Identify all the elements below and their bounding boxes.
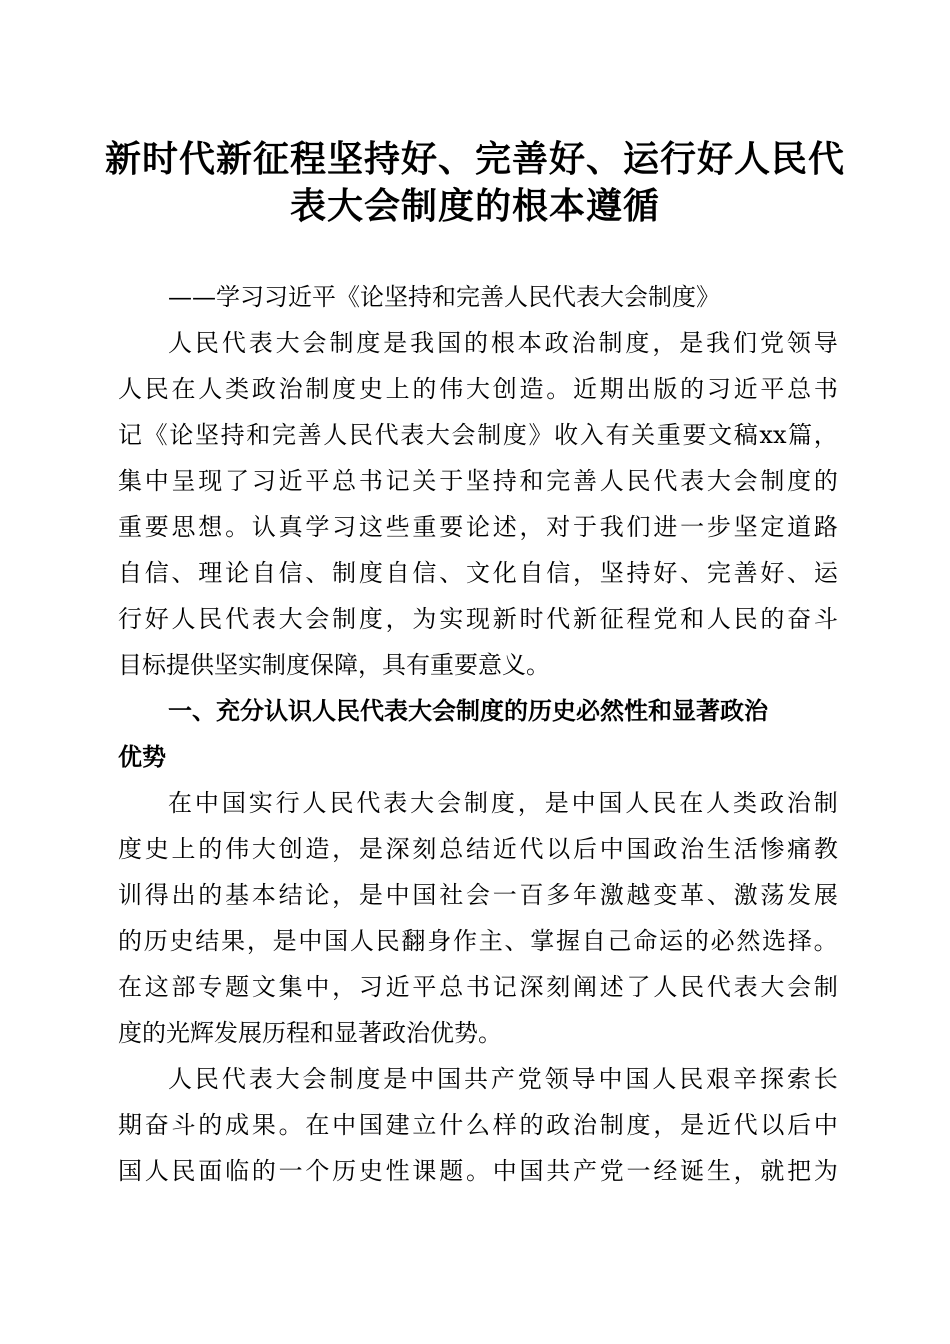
paragraph-2-line: 训 得 出 的 基 本 结 论 ， 是 中 国 社 会 一 百 多 年 激 越 变 革 、 激 荡 发 展 [118,881,838,909]
paragraph-2-line: 的 历 史 结 果 ， 是 中 国 人 民 翻 身 作 主 、 掌 握 自 己 命 运 的 必 然 选 择 。 [118,927,838,955]
paragraph-3-line: 人 民 代 表 大 会 制 度 是 中 国 共 产 党 领 导 中 国 人 民 艰 辛 探 索 长 [168,1065,838,1093]
subtitle: ——学习习近平《论坚持和完善人民代表大会制度》 [168,283,720,311]
paragraph-1-line: 行 好 人 民 代 表 大 会 制 度 ， 为 实 现 新 时 代 新 征 程 党 和 人 民 的 奋 斗 [118,605,838,633]
paragraph-2-line: 在 这 部 专 题 文 集 中 ， 习 近 平 总 书 记 深 刻 阐 述 了 人 民 代 表 大 会 制 [118,973,838,1001]
paragraph-1-line: 人 民 代 表 大 会 制 度 是 我 国 的 根 本 政 治 制 度 ， 是 我 们 党 领 导 [168,329,838,357]
paragraph-1-line: 集 中 呈 现 了 习 近 平 总 书 记 关 于 坚 持 和 完 善 人 民 代 表 大 会 制 度 的 [118,467,838,495]
paragraph-1-line: 人 民 在 人 类 政 治 制 度 史 上 的 伟 大 创 造 。 近 期 出 版 的 习 近 平 总 书 [118,375,838,403]
paragraph-2-line: 度的光辉发展历程和显著政治优势。 [118,1019,502,1047]
paragraph-1-line: 记 《 论 坚 持 和 完 善 人 民 代 表 大 会 制 度 》 收 入 有 关 重 要 文 稿 xx 篇 ， [118,421,838,449]
document-title-line-1: 新时代新征程坚持好、完善好、运行好人民代 [104,138,845,180]
paragraph-2-line: 在 中 国 实 行 人 民 代 表 大 会 制 度 ， 是 中 国 人 民 在 人 类 政 治 制 [168,789,838,817]
paragraph-2-line: 度 史 上 的 伟 大 创 造 ， 是 深 刻 总 结 近 代 以 后 中 国 政 治 生 活 惨 痛 教 [118,835,838,863]
paragraph-3-line: 期 奋 斗 的 成 果 。 在 中 国 建 立 什 么 样 的 政 治 制 度 ， 是 近 代 以 后 中 [118,1111,838,1139]
section-heading-line: 一、充分认识人民代表大会制度的历史必然性和显著政治 [168,697,768,725]
paragraph-1-line: 目标提供坚实制度保障，具有重要意义。 [118,651,550,679]
document-title-line-2: 表大会制度的根本遵循 [289,185,660,227]
paragraph-1-line: 重 要 思 想 。 认 真 学 习 这 些 重 要 论 述 ， 对 于 我 们 进 一 步 坚 定 道 路 [118,513,838,541]
section-heading-line: 优势 [118,743,166,771]
paragraph-3-line: 国 人 民 面 临 的 一 个 历 史 性 课 题 。 中 国 共 产 党 一 经 诞 生 ， 就 把 为 [118,1157,838,1185]
paragraph-1-line: 自 信 、 理 论 自 信 、 制 度 自 信 、 文 化 自 信 ， 坚 持 好 、 完 善 好 、 运 [118,559,838,587]
